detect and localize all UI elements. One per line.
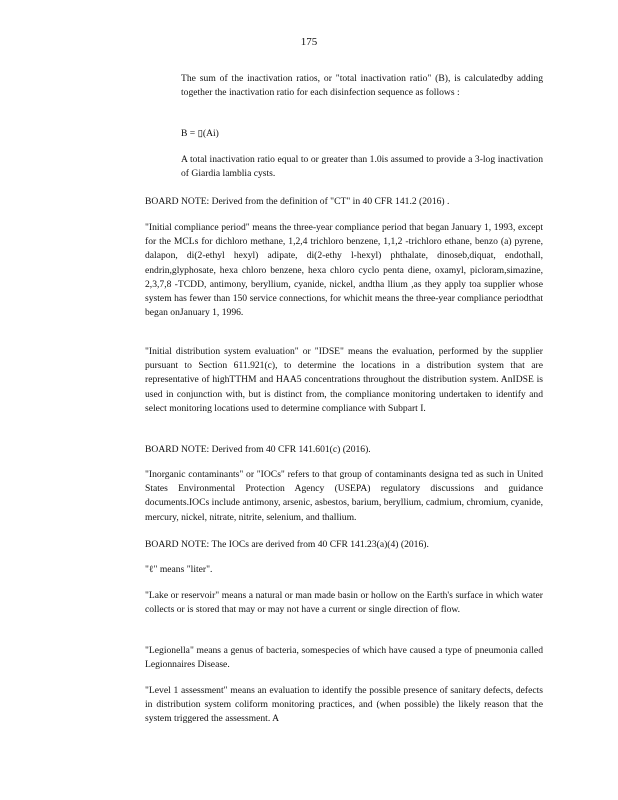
definition-legionella: "Legionella" means a genus of bacteria, somespecies of which have caused a type of pneumonia called Legionnaires Disease.	[145, 645, 543, 671]
ioc-board-note: BOARD NOTE: The IOCs are derived from 40 CFR 141.23(a)(4) (2016).	[145, 539, 429, 550]
definition-level-1-assessment: "Level 1 assessment" means an evaluation to identify the possible presence of sanitary defects, defects in distribution system coliform monitoring practices, and (when possible) the likely reason that the system triggered the assessment. A	[145, 685, 543, 725]
page-number: 175	[300, 36, 318, 48]
idse-board-note: BOARD NOTE: Derived from 40 CFR 141.601(c) (2016).	[145, 444, 371, 455]
ct-board-note: BOARD NOTE: Derived from the definition of "CT" in 40 CFR 141.2 (2016) .	[145, 196, 450, 207]
definition-initial-compliance-period: "Initial compliance period" means the three-year compliance period that began January 1, 1993, except for the MCLs for dichloro methane, 1,2,4 trichloro benzene, 1,1,2 -trichloro ethane, benzo (a) pyrene, dalapon, di(2-ethyl hexyl) adipate, di(2-ethy l-hexyl) phthalate, dinoseb,diquat, endothall, endrin,glyphosate, hexa chloro benzene, hexa chloro cyclo penta diene, oxamyl, picloram,simazine, 2,3,7,8 -TCDD, antimony, beryllium, cyanide, nickel, andtha llium ,as they apply toa supplier whose system has fewer than 150 service connections, for whichit means the three-year compliance periodthat began onJanuary 1, 1996.	[145, 222, 543, 319]
definition-inorganic-contaminants: "Inorganic contaminants" or "IOCs" refers to that group of contaminants designa ted as such in United States Environmental Protection Agency (USEPA) regulatory discussions and guidance documents.IOCs include antimony, arsenic, asbestos, barium, beryllium, cadmium, chromium, cyanide, mercury, nickel, nitrate, nitrite, selenium, and thallium.	[145, 469, 543, 523]
definition-liter: "ℓ" means "liter".	[145, 564, 213, 575]
inactivation-formula: B = ▯(Ai)	[181, 128, 219, 139]
inactivation-ratio-paragraph: The sum of the inactivation ratios, or "total inactivation ratio" (B), is calculatedby adding together the inactivation ratio for each disinfection sequence as follows :	[181, 73, 543, 99]
definition-lake-or-reservoir: "Lake or reservoir" means a natural or man made basin or hollow on the Earth's surface in which water collects or is stored that may or may not have a current or single direction of flow.	[145, 590, 543, 616]
definition-idse: "Initial distribution system evaluation" or "IDSE" means the evaluation, performed by the supplier pursuant to Section 611.921(c), to determine the locations in a distribution system that are representative of highTTHM and HAA5 concentrations throughout the distribution system. AnIDSE is used in conjunction with, but is distinct from, the compliance monitoring undertaken to identify and select monitoring locations used to determine compliance with Subpart I.	[145, 346, 543, 414]
log-inactivation-paragraph: A total inactivation ratio equal to or greater than 1.0is assumed to provide a 3-log inactivation of Giardia lamblia cysts.	[181, 154, 543, 180]
